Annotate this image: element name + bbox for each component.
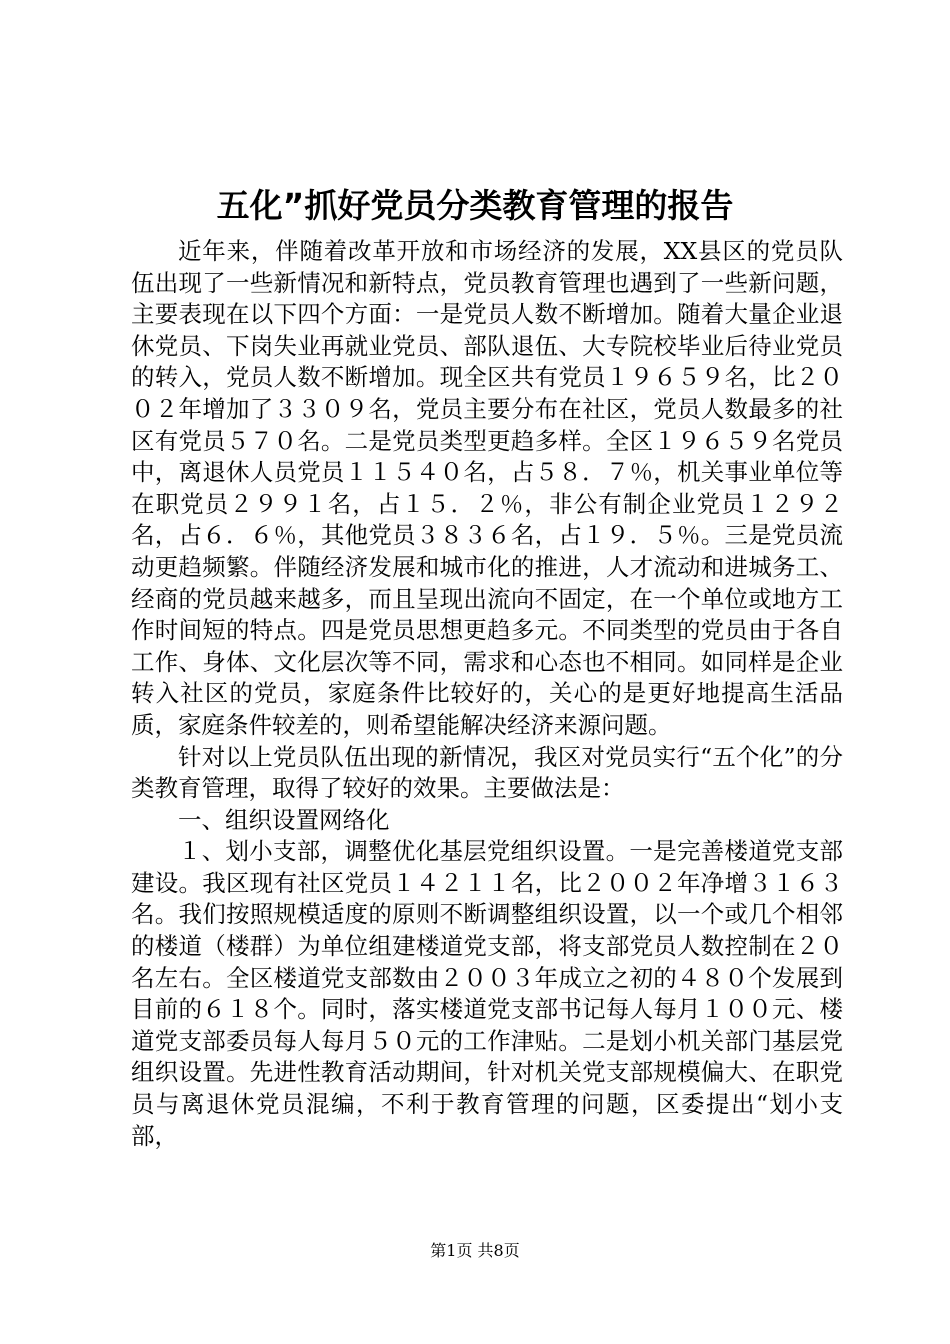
paragraph-intro: 近年来，伴随着改革开放和市场经济的发展，XX县区的党员队伍出现了一些新情况和新特点，党员教育管理也遇到了一些新问题，主要表现在以下四个方面：一是党员人数不断增加。随着大量企业退休党员、下岗失业再就业党员、部队退伍、大专院校毕业后待业党员的转入，党员人数不断增加。现全区共有党员１９６５９名，比２００２年增加了３３０９名，党员主要分布在社区，党员人数最多的社区有党员５７０名。二是党员类型更趋多样。全区１９６５９名党员中，离退休人员党员１１５４０名，占５８．７％，机关事业单位等在职党员２９９１名，占１５．２％，非公有制企业党员１２９２名，占６．６％，其他党员３８３６名，占１９．５％。三是党员流动更趋频繁。伴随经济发展和城市化的推进，人才流动和进城务工、经商的党员越来越多，而且呈现出流向不固定，在一个单位或地方工作时间短的特点。四是党员思想更趋多元。不同类型的党员由于各自工作、身体、文化层次等不同，需求和心态也不相同。如同样是企业转入社区的党员，家庭条件比较好的，关心的是更好地提高生活品质，家庭条件较差的，则希望能解决经济来源问题。 [131,237,843,739]
document-body [131,236,843,1152]
paragraph-section-1: １、划小支部，调整优化基层党组织设置。一是完善楼道党支部建设。我区现有社区党员１４２１１名，比２００２年净增３１６３名。我们按照规模适度的原则不断调整组织设置，以一个或几个相邻的楼道（楼群）为单位组建楼道党支部，将支部党员人数控制在２０名左右。全区楼道党支部数由２００３年成立之初的４８０个发展到目前的６１８个。同时，落实楼道党支部书记每人每月１００元、楼道党支部委员每人每月５０元的工作津贴。二是划小机关部门基层党组织设置。先进性教育活动期间，针对机关党支部规模偏大、在职党员与离退休党员混编，不利于教育管理的问题，区委提出“划小支部， [131,837,843,1150]
paragraph-summary: 针对以上党员队伍出现的新情况，我区对党员实行“五个化”的分类教育管理，取得了较好的效果。主要做法是： [131,742,843,803]
page-footer: 第1页 共8页 [430,1241,520,1260]
document-title: 五化”抓好党员分类教育管理的报告 [216,186,734,225]
section-heading: 一、组织设置网络化 [178,805,390,834]
